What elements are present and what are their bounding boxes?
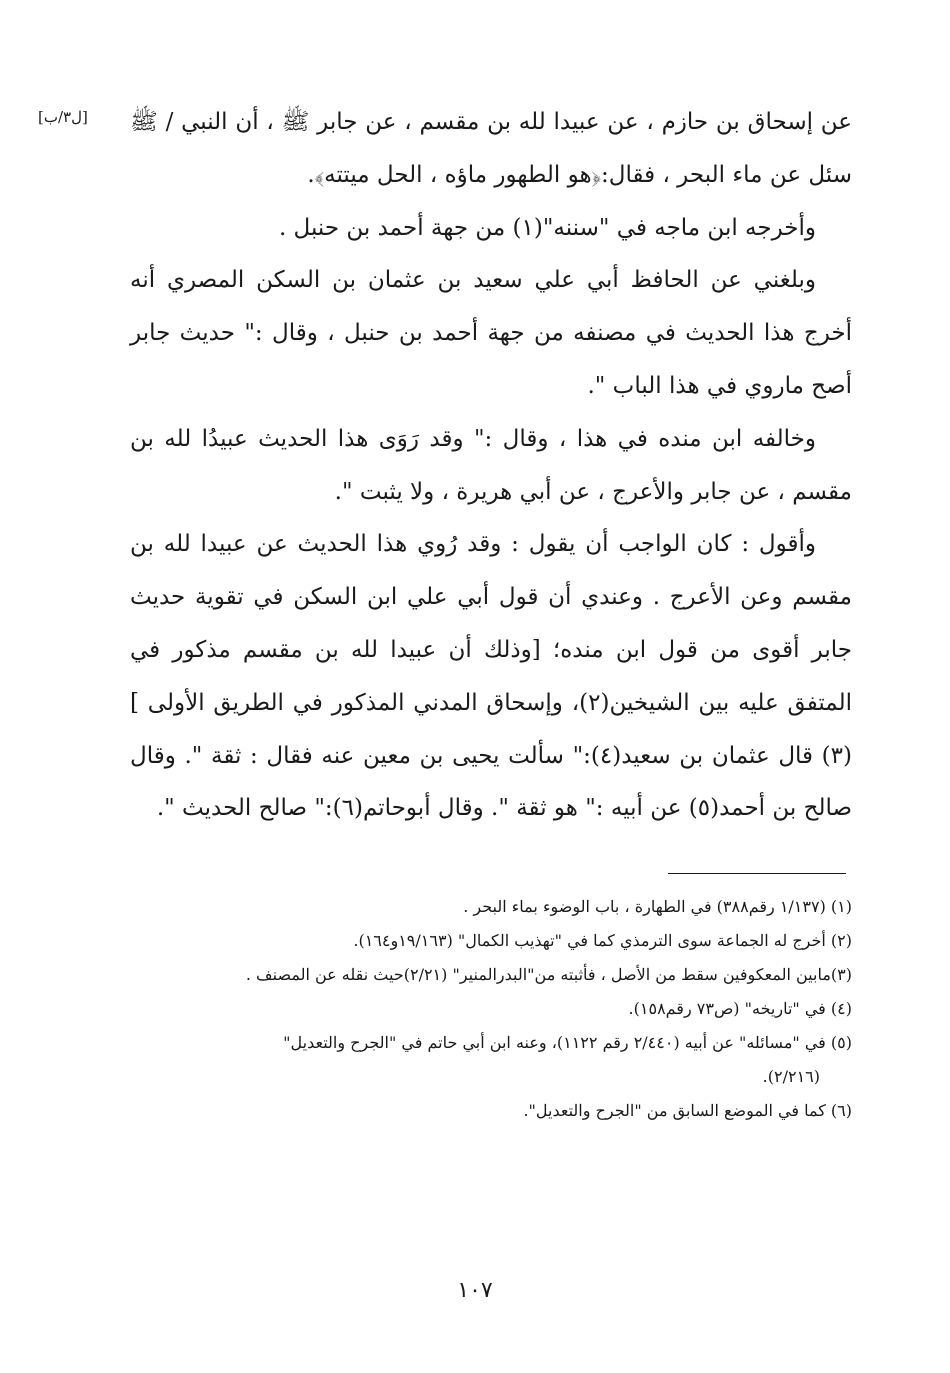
page-number: ١٠٧ bbox=[457, 1278, 493, 1303]
paragraph-2: وأخرجه ابن ماجه في "سننه"(١) من جهة أحمد بن حنبل . bbox=[278, 214, 816, 241]
paragraph-4: وخالفه ابن منده في هذا ، وقال :" وقد رَوَى هذا الحديث عبيدُا لله بن مقسم ، عن جابر والأعرج ، عن أبي هريرة ، ولا يثبت ". bbox=[130, 425, 852, 505]
footnote-2: (٢) أخرج له الجماعة سوى الترمذي كما في "تهذيب الكمال" (١٩/١٦٣و١٦٤). bbox=[353, 931, 852, 950]
paragraph-3: وبلغني عن الحافظ أبي علي سعيد بن عثمان بن السكن المصري أنه أخرج هذا الحديث في مصنفه من جهة أحمد بن حنبل ، وقال :" حديث جابر أصح ماروي في هذا الباب ". bbox=[130, 267, 852, 399]
paragraph-5: وأقول : كان الواجب أن يقول : وقد رُوي هذا الحديث عن عبيدا لله بن مقسم وعن الأعرج . وعندي أن قول أبي علي ابن السكن في تقوية حديث جابر أقوى من قول ابن منده؛ [وذلك أن عبيدا لله بن مقسم مذكور في المتفق عليه بين الشيخين(٢)، وإسحاق المدني المذكور في الطريق الأولى ](٣) قال عثمان بن سعيد(٤):" سألت يحيى بن معين عنه فقال : ثقة ". وقال صالح بن أحمد(٥) عن أبيه :" هو ثقة ". وقال أبوحاتم(٦):" صالح الحديث ". bbox=[130, 531, 852, 822]
footnote-5: (٥) في "مسائله" عن أبيه (٢/٤٤٠ رقم ١١٢٢)، وعنه ابن أبي حاتم في "الجرح والتعديل" bbox=[283, 1033, 852, 1052]
footnote-separator bbox=[668, 873, 846, 874]
footnote-6: (٦) كما في الموضع السابق من "الجرح والتعديل". bbox=[523, 1101, 852, 1120]
main-text bbox=[130, 96, 852, 835]
footnote-1: (١) (١/١٣٧ رقم٣٨٨) في الطهارة ، باب الوضوء بماء البحر . bbox=[463, 897, 852, 916]
footnote-3: (٣)مابين المعكوفين سقط من الأصل ، فأثبته من"البدرالمنير" (٢/٢١)حيث نقله عن المصنف . bbox=[245, 965, 852, 984]
manuscript-folio-note: [ل٣/ب] bbox=[38, 108, 88, 126]
footnote-4: (٤) في "تاريخه" (ص٧٣ رقم١٥٨). bbox=[628, 999, 852, 1018]
paragraph-1: عن إسحاق بن حازم ، عن عبيدا لله بن مقسم ، عن جابر ﷺ ، أن النبي / ﷺ سئل عن ماء البحر ، فقال:﴿هو الطهور ماؤه ، الحل ميتته﴾. bbox=[130, 109, 852, 188]
footnote-5-continuation: (٢/٢١٦). bbox=[762, 1067, 820, 1086]
footnotes bbox=[130, 890, 852, 1128]
